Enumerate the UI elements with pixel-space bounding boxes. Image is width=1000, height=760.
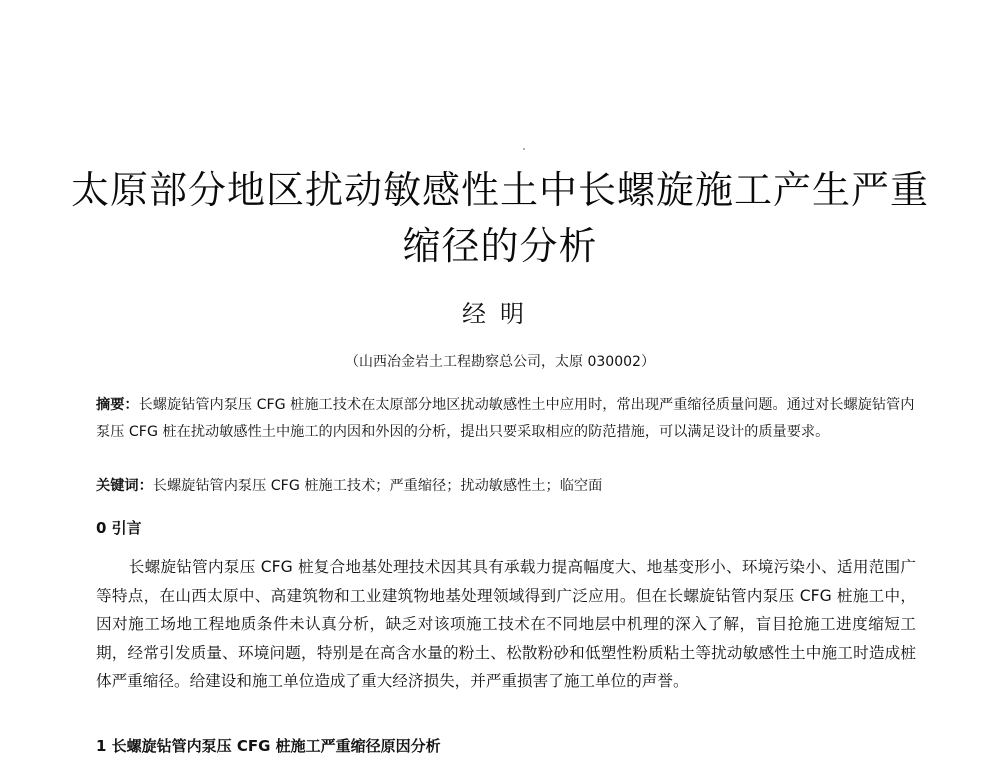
abstract <box>96 392 916 446</box>
section-heading-cause-analysis: 1 长螺旋钻管内泵压 CFG 桩施工严重缩径原因分析 <box>96 737 441 755</box>
scan-speck <box>523 148 525 150</box>
abstract-text: 长螺旋钻管内泵压 CFG 桩施工技术在太原部分地区扰动敏感性土中应用时，常出现严重缩径质量问题。通过对长螺旋钻管内泵压 CFG 桩在扰动敏感性土中施工的内因和外因的分析，提出只要采取相应的防范措施，可以满足设计的质量要求。 <box>96 397 915 440</box>
keywords <box>96 473 916 500</box>
paper-title: 太原部分地区扰动敏感性土中长螺旋施工产生严重缩径的分析 <box>70 168 929 268</box>
keywords-text: 长螺旋钻管内泵压 CFG 桩施工技术；严重缩径；扰动敏感性土；临空面 <box>152 478 603 494</box>
abstract-label: 摘要： <box>96 397 139 413</box>
author-name: 经明 <box>462 300 538 328</box>
keywords-label: 关键词： <box>96 478 153 494</box>
author-affiliation: （山西冶金岩土工程勘察总公司，太原 030002） <box>345 354 655 370</box>
section-heading-introduction: 0 引言 <box>96 519 142 537</box>
introduction-paragraph: 长螺旋钻管内泵压 CFG 桩复合地基处理技术因其具有承载力提高幅度大、地基变形小、环境污染小、适用范围广等特点，在山西太原中、高建筑物和工业建筑物地基处理领域得到广泛应用。但在长螺旋钻管内泵压 CFG 桩施工中，因对施工场地工程地质条件未认真分析，缺乏对该项施工技术在不同地层中机理的深入了解，盲目抢施工进度缩短工期，经常引发质量、环境问题，特别是在高含水量的粉土、松散粉砂和低塑性粉质粘土等扰动敏感性土中施工时造成桩体严重缩径。给建设和施工单位造成了重大经济损失，并严重损害了施工单位的声誉。 <box>96 558 916 691</box>
